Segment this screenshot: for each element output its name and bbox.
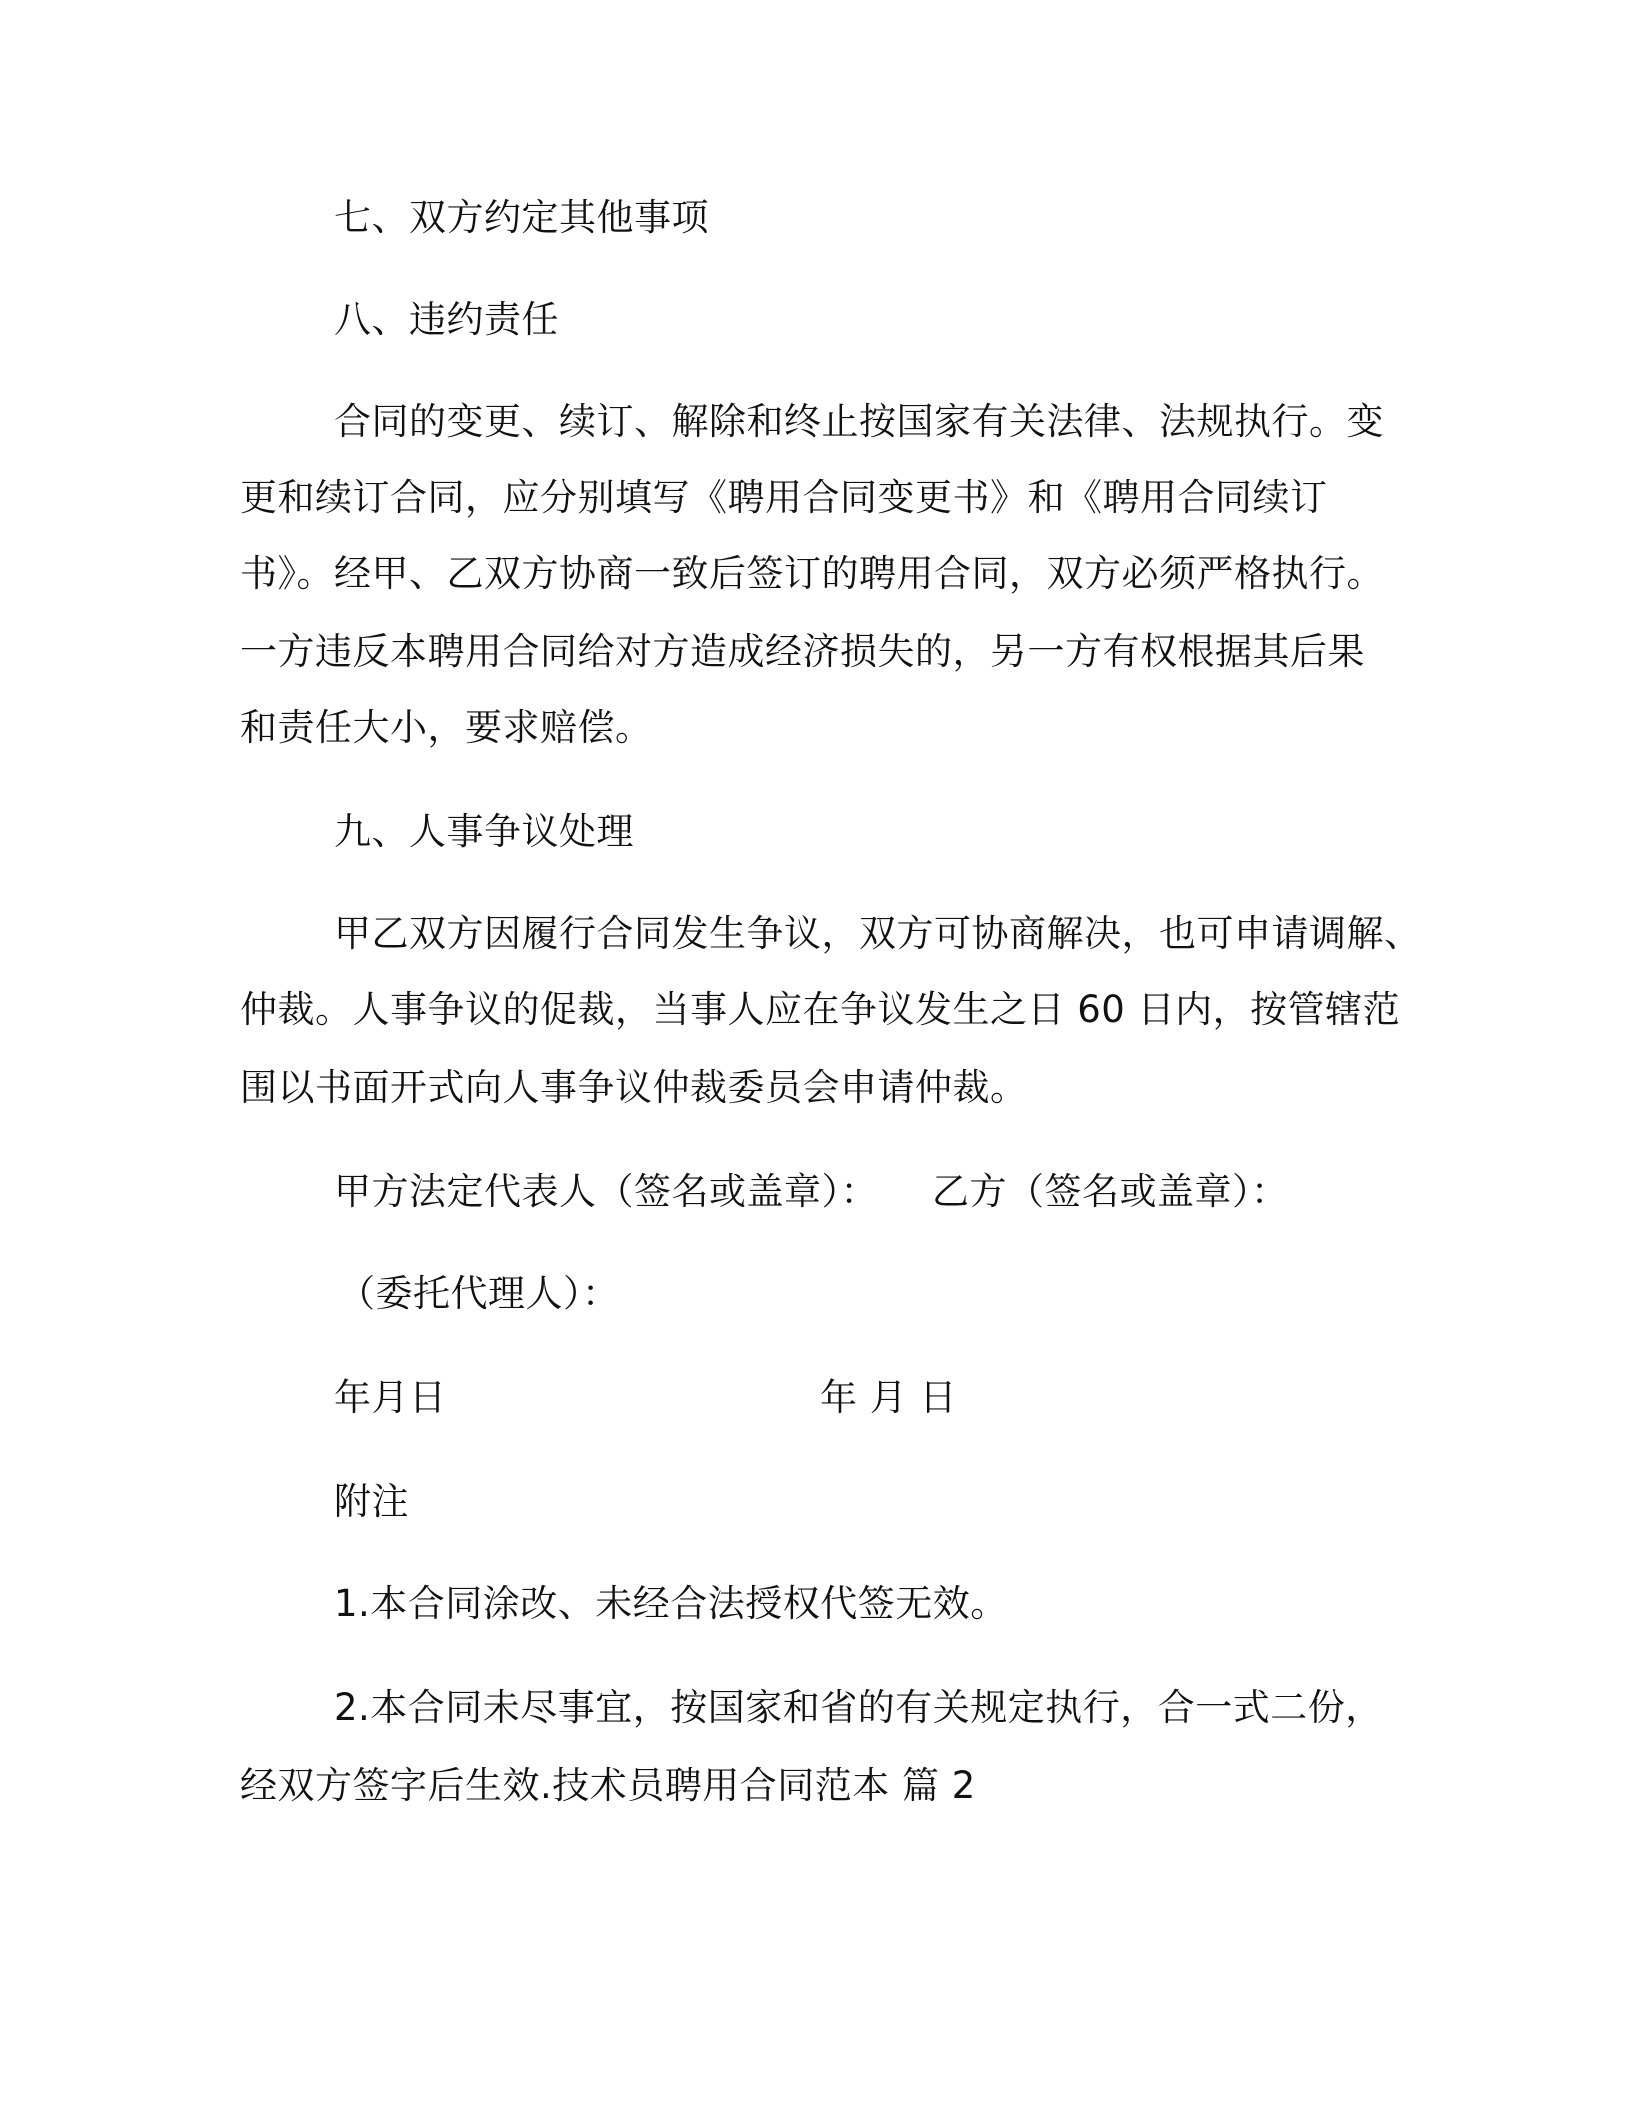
note-item-1: 1.本合同涂改、未经合法授权代签无效。 bbox=[334, 1582, 1008, 1625]
section-heading-9: 九、人事争议处理 bbox=[334, 810, 634, 853]
signature-party-a: 甲方法定代表人（签名或盖章）： bbox=[334, 1170, 878, 1213]
paragraph-line: 更和续订合同，应分别填写《聘用合同变更书》和《聘用合同续订 bbox=[240, 476, 1328, 519]
paragraph-line: 合同的变更、续订、解除和终止按国家有关法律、法规执行。变 bbox=[334, 400, 1384, 443]
signature-party-b: 乙方（签名或盖章）： bbox=[932, 1170, 1289, 1213]
paragraph-line: 书》。经甲、乙双方协商一致后签订的聘用合同，双方必须严格执行。 bbox=[240, 552, 1384, 595]
date-party-a: 年月日 bbox=[334, 1376, 447, 1419]
paragraph-line: 围以书面开式向人事争议仲裁委员会申请仲裁。 bbox=[240, 1066, 1028, 1109]
section-heading-8: 八、违约责任 bbox=[334, 298, 559, 341]
note-title: 附注 bbox=[334, 1480, 409, 1523]
paragraph-line: 甲乙双方因履行合同发生争议，双方可协商解决，也可申请调解、 bbox=[334, 912, 1422, 955]
paragraph-line: 和责任大小，要求赔偿。 bbox=[240, 706, 653, 749]
section-heading-7: 七、双方约定其他事项 bbox=[334, 196, 709, 239]
date-party-b: 年 月 日 bbox=[820, 1376, 958, 1419]
paragraph-line: 一方违反本聘用合同给对方造成经济损失的，另一方有权根据其后果 bbox=[240, 630, 1365, 673]
signature-agent: （委托代理人）： bbox=[338, 1272, 620, 1315]
note-item-2: 2.本合同未尽事宜，按国家和省的有关规定执行，合一式二份， bbox=[334, 1686, 1383, 1729]
note-item-2-continued: 经双方签字后生效.技术员聘用合同范本 篇 2 bbox=[240, 1764, 976, 1807]
paragraph-line: 仲裁。人事争议的促裁，当事人应在争议发生之日 60 日内，按管辖范 bbox=[240, 988, 1401, 1031]
